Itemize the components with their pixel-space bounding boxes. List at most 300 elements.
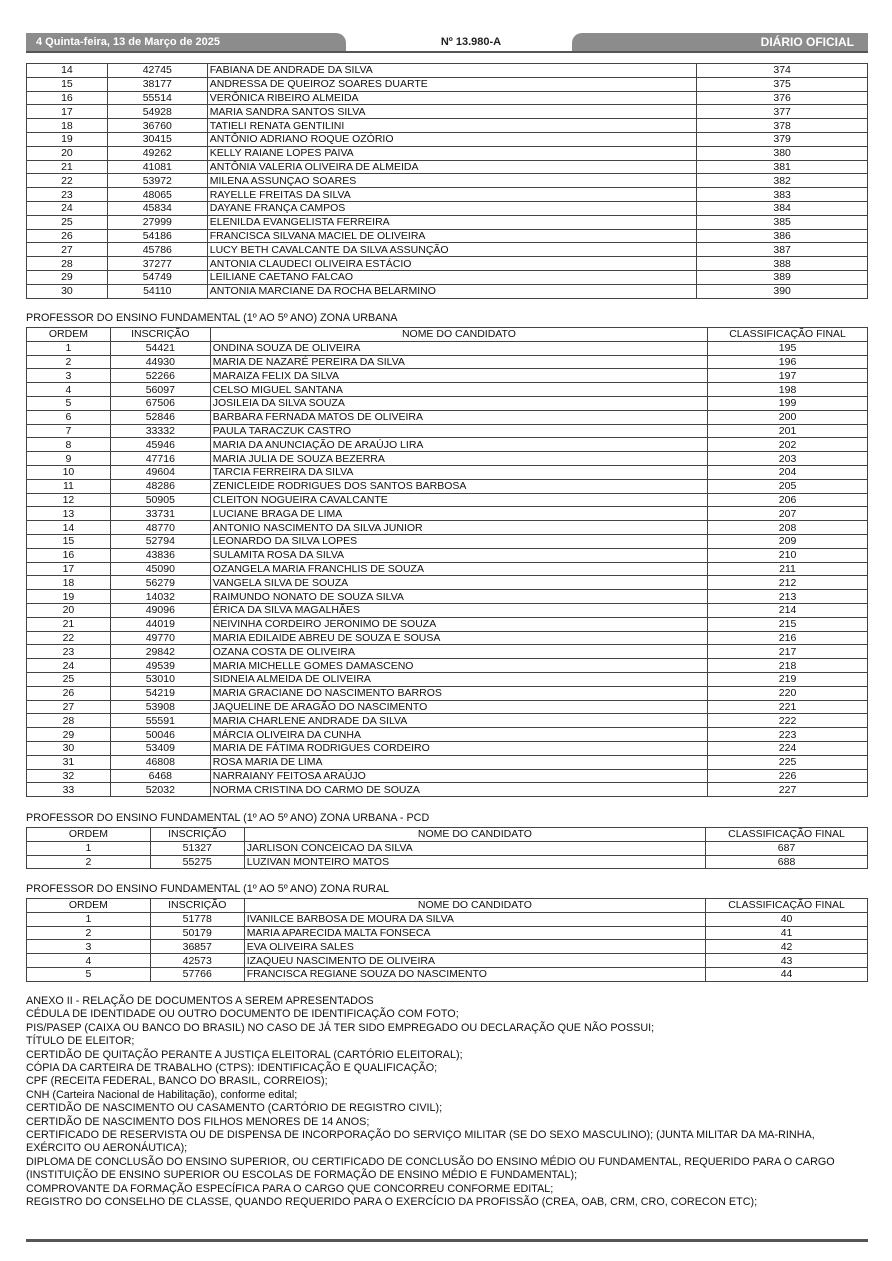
table-row bbox=[27, 700, 868, 714]
annex-item: CNH (Carteira Nacional de Habilitação), conforme edital; bbox=[26, 1088, 298, 1101]
cell-nome: JAQUELINE DE ARAGÃO DO NASCIMENTO bbox=[210, 700, 707, 714]
table-row bbox=[27, 507, 868, 521]
urban-zone-section bbox=[26, 312, 868, 797]
cell-inscricao: 55514 bbox=[107, 91, 207, 105]
cell-nome: ANTONIO NASCIMENTO DA SILVA JUNIOR bbox=[210, 521, 707, 535]
cell-inscricao: 48065 bbox=[107, 188, 207, 202]
cell-classificacao: 216 bbox=[708, 631, 868, 645]
cell-inscricao: 41081 bbox=[107, 160, 207, 174]
cell-inscricao: 49539 bbox=[110, 659, 210, 673]
table-row bbox=[27, 521, 868, 535]
cell-inscricao: 47716 bbox=[110, 452, 210, 466]
table-row bbox=[27, 728, 868, 742]
cell-nome: LEONARDO DA SILVA LOPES bbox=[210, 534, 707, 548]
cell-classificacao: 388 bbox=[697, 257, 868, 271]
cell-nome: LUCIANE BRAGA DE LIMA bbox=[210, 507, 707, 521]
cell-ordem: 21 bbox=[27, 617, 111, 631]
cell-nome: RAYELLE FREITAS DA SILVA bbox=[207, 188, 697, 202]
table-row bbox=[27, 755, 868, 769]
table-row bbox=[27, 355, 868, 369]
cell-inscricao: 44930 bbox=[110, 355, 210, 369]
cell-nome: MÁRCIA OLIVEIRA DA CUNHA bbox=[210, 728, 707, 742]
cell-inscricao: 45090 bbox=[110, 562, 210, 576]
cell-inscricao: 14032 bbox=[110, 590, 210, 604]
table-row bbox=[27, 396, 868, 410]
cell-nome: NORMA CRISTINA DO CARMO DE SOUZA bbox=[210, 783, 707, 797]
cell-nome: MARAIZA FELIX DA SILVA bbox=[210, 369, 707, 383]
cell-inscricao: 45786 bbox=[107, 243, 207, 257]
cell-classificacao: 222 bbox=[708, 714, 868, 728]
table-row bbox=[27, 590, 868, 604]
table-row bbox=[27, 479, 868, 493]
header-nome: NOME DO CANDIDATO bbox=[244, 828, 705, 842]
cell-inscricao: 53409 bbox=[110, 741, 210, 755]
cell-inscricao: 54749 bbox=[107, 270, 207, 284]
cell-nome: FRANCISCA REGIANE SOUZA DO NASCIMENTO bbox=[244, 967, 705, 981]
cell-nome: CLEITON NOGUEIRA CAVALCANTE bbox=[210, 493, 707, 507]
cell-nome: MILENA ASSUNÇAO SOARES bbox=[207, 174, 697, 188]
cell-classificacao: 42 bbox=[706, 940, 868, 954]
cell-classificacao: 227 bbox=[708, 783, 868, 797]
table-row bbox=[27, 257, 868, 271]
cell-inscricao: 54186 bbox=[107, 229, 207, 243]
cell-ordem: 29 bbox=[27, 728, 111, 742]
cell-ordem: 2 bbox=[27, 355, 111, 369]
annex-item: CERTIDÃO DE NASCIMENTO DOS FILHOS MENORES DE 14 ANOS; bbox=[26, 1115, 370, 1128]
table-row bbox=[27, 548, 868, 562]
cell-nome: TATIELI RENATA GENTILINI bbox=[207, 119, 697, 133]
cell-ordem: 8 bbox=[27, 438, 111, 452]
cell-nome: IVANILCE BARBOSA DE MOURA DA SILVA bbox=[244, 912, 705, 926]
cell-nome: ANTONIA CLAUDECI OLIVEIRA ESTÁCIO bbox=[207, 257, 697, 271]
cell-ordem: 22 bbox=[27, 631, 111, 645]
cell-classificacao: 220 bbox=[708, 686, 868, 700]
annex-item: CPF (RECEITA FEDERAL, BANCO DO BRASIL, CORREIOS); bbox=[26, 1075, 328, 1088]
cell-nome: KELLY RAIANE LOPES PAIVA bbox=[207, 146, 697, 160]
cell-ordem: 18 bbox=[27, 119, 108, 133]
table-row bbox=[27, 452, 868, 466]
cell-inscricao: 42745 bbox=[107, 64, 207, 78]
cell-classificacao: 44 bbox=[706, 967, 868, 981]
cell-ordem: 30 bbox=[27, 284, 108, 298]
cell-classificacao: 215 bbox=[708, 617, 868, 631]
cell-inscricao: 49096 bbox=[110, 603, 210, 617]
cell-inscricao: 49604 bbox=[110, 465, 210, 479]
cell-classificacao: 200 bbox=[708, 410, 868, 424]
cell-inscricao: 37277 bbox=[107, 257, 207, 271]
table-header-row bbox=[27, 899, 868, 913]
cell-classificacao: 387 bbox=[697, 243, 868, 257]
cell-classificacao: 205 bbox=[708, 479, 868, 493]
cell-ordem: 4 bbox=[27, 954, 151, 968]
cell-inscricao: 49770 bbox=[110, 631, 210, 645]
cell-classificacao: 204 bbox=[708, 465, 868, 479]
cell-classificacao: 212 bbox=[708, 576, 868, 590]
cell-ordem: 20 bbox=[27, 146, 108, 160]
cell-ordem: 28 bbox=[27, 714, 111, 728]
cell-nome: MARIA DE FÁTIMA RODRIGUES CORDEIRO bbox=[210, 741, 707, 755]
cell-ordem: 19 bbox=[27, 132, 108, 146]
cell-nome: LUCY BETH CAVALCANTE DA SILVA ASSUNÇÃO bbox=[207, 243, 697, 257]
header-edition-number: Nº 13.980-A bbox=[440, 36, 502, 48]
table-row bbox=[27, 493, 868, 507]
table-row bbox=[27, 576, 868, 590]
cell-ordem: 15 bbox=[27, 534, 111, 548]
cell-nome: EVA OLIVEIRA SALES bbox=[244, 940, 705, 954]
annex-item: COMPROVANTE DA FORMAÇÃO ESPECÍFICA PARA O CARGO QUE CONCORREU CONFORME EDITAL; bbox=[26, 1182, 554, 1195]
cell-nome: BARBARA FERNADA MATOS DE OLIVEIRA bbox=[210, 410, 707, 424]
cell-classificacao: 211 bbox=[708, 562, 868, 576]
table-row bbox=[27, 617, 868, 631]
table-row bbox=[27, 105, 868, 119]
urban-pcd-table bbox=[26, 827, 868, 869]
cell-classificacao: 224 bbox=[708, 741, 868, 755]
cell-ordem: 2 bbox=[27, 926, 151, 940]
cell-nome: DAYANE FRANÇA CAMPOS bbox=[207, 201, 697, 215]
cell-classificacao: 199 bbox=[708, 396, 868, 410]
table-row bbox=[27, 410, 868, 424]
cell-classificacao: 385 bbox=[697, 215, 868, 229]
cell-classificacao: 375 bbox=[697, 77, 868, 91]
cell-classificacao: 209 bbox=[708, 534, 868, 548]
cell-inscricao: 45946 bbox=[110, 438, 210, 452]
cell-classificacao: 384 bbox=[697, 201, 868, 215]
cell-nome: ANTONIA MARCIANE DA ROCHA BELARMINO bbox=[207, 284, 697, 298]
cell-nome: ONDINA SOUZA DE OLIVEIRA bbox=[210, 341, 707, 355]
cell-nome: ZENICLEIDE RODRIGUES DOS SANTOS BARBOSA bbox=[210, 479, 707, 493]
continued-results-table-section bbox=[26, 63, 868, 299]
cell-inscricao: 50179 bbox=[150, 926, 244, 940]
cell-ordem: 19 bbox=[27, 590, 111, 604]
annex-item: REGISTRO DO CONSELHO DE CLASSE, QUANDO REQUERIDO PARA O EXERCÍCIO DA PROFISSÃO (CREA, OAB, CRM, CRO, CORECON ETC); bbox=[26, 1196, 758, 1209]
cell-nome: ANDRESSA DE QUEIROZ SOARES DUARTE bbox=[207, 77, 697, 91]
cell-inscricao: 33332 bbox=[110, 424, 210, 438]
cell-inscricao: 54421 bbox=[110, 341, 210, 355]
cell-ordem: 24 bbox=[27, 659, 111, 673]
header-classificacao: CLASSIFICAÇÃO FINAL bbox=[706, 899, 868, 913]
urban-zone-table bbox=[26, 327, 868, 797]
cell-ordem: 28 bbox=[27, 257, 108, 271]
cell-nome: JOSILEIA DA SILVA SOUZA bbox=[210, 396, 707, 410]
cell-classificacao: 374 bbox=[697, 64, 868, 78]
cell-classificacao: 687 bbox=[706, 841, 868, 855]
cell-inscricao: 27999 bbox=[107, 215, 207, 229]
cell-ordem: 11 bbox=[27, 479, 111, 493]
cell-inscricao: 6468 bbox=[110, 769, 210, 783]
rural-zone-section bbox=[26, 883, 868, 982]
cell-inscricao: 46808 bbox=[110, 755, 210, 769]
cell-nome: OZANA COSTA DE OLIVEIRA bbox=[210, 645, 707, 659]
cell-classificacao: 226 bbox=[708, 769, 868, 783]
cell-inscricao: 54219 bbox=[110, 686, 210, 700]
cell-classificacao: 207 bbox=[708, 507, 868, 521]
cell-ordem: 6 bbox=[27, 410, 111, 424]
cell-ordem: 1 bbox=[27, 912, 151, 926]
table-row bbox=[27, 132, 868, 146]
header-inscricao: INSCRIÇÃO bbox=[150, 828, 244, 842]
cell-inscricao: 48286 bbox=[110, 479, 210, 493]
cell-inscricao: 52266 bbox=[110, 369, 210, 383]
cell-classificacao: 383 bbox=[697, 188, 868, 202]
page-header bbox=[26, 33, 868, 51]
table-row bbox=[27, 270, 868, 284]
cell-classificacao: 390 bbox=[697, 284, 868, 298]
cell-nome: MARIA SANDRA SANTOS SILVA bbox=[207, 105, 697, 119]
cell-nome: MARIA GRACIANE DO NASCIMENTO BARROS bbox=[210, 686, 707, 700]
header-divider bbox=[26, 51, 868, 53]
table-row bbox=[27, 769, 868, 783]
cell-ordem: 23 bbox=[27, 645, 111, 659]
table-row bbox=[27, 926, 868, 940]
annex-item: CERTIDÃO DE QUITAÇÃO PERANTE A JUSTIÇA ELEITORAL (CARTÓRIO ELEITORAL); bbox=[26, 1048, 463, 1061]
header-publication-name: DIÁRIO OFICIAL bbox=[572, 33, 868, 51]
cell-ordem: 3 bbox=[27, 940, 151, 954]
cell-nome: MARIA DA ANUNCIAÇÃO DE ARAÚJO LIRA bbox=[210, 438, 707, 452]
rural-zone-table bbox=[26, 898, 868, 982]
cell-classificacao: 386 bbox=[697, 229, 868, 243]
cell-classificacao: 214 bbox=[708, 603, 868, 617]
cell-nome: JARLISON CONCEICAO DA SILVA bbox=[244, 841, 705, 855]
table-row bbox=[27, 160, 868, 174]
cell-inscricao: 56097 bbox=[110, 383, 210, 397]
header-inscricao: INSCRIÇÃO bbox=[150, 899, 244, 913]
cell-nome: RAIMUNDO NONATO DE SOUZA SILVA bbox=[210, 590, 707, 604]
table-row bbox=[27, 201, 868, 215]
section-title: PROFESSOR DO ENSINO FUNDAMENTAL (1º AO 5º ANO) ZONA URBANA bbox=[26, 312, 398, 324]
cell-inscricao: 44019 bbox=[110, 617, 210, 631]
cell-inscricao: 53908 bbox=[110, 700, 210, 714]
cell-nome: MARIA MICHELLE GOMES DAMASCENO bbox=[210, 659, 707, 673]
cell-nome: TARCIA FERREIRA DA SILVA bbox=[210, 465, 707, 479]
annex-item: CÓPIA DA CARTEIRA DE TRABALHO (CTPS): IDENTIFICAÇÃO E QUALIFICAÇÃO; bbox=[26, 1062, 438, 1075]
cell-classificacao: 389 bbox=[697, 270, 868, 284]
table-row bbox=[27, 64, 868, 78]
table-row bbox=[27, 369, 868, 383]
cell-classificacao: 378 bbox=[697, 119, 868, 133]
cell-classificacao: 41 bbox=[706, 926, 868, 940]
table-row bbox=[27, 631, 868, 645]
cell-inscricao: 52846 bbox=[110, 410, 210, 424]
header-inscricao: INSCRIÇÃO bbox=[110, 328, 210, 342]
cell-ordem: 26 bbox=[27, 229, 108, 243]
table-row bbox=[27, 534, 868, 548]
table-row bbox=[27, 284, 868, 298]
cell-nome: MARIA APARECIDA MALTA FONSECA bbox=[244, 926, 705, 940]
cell-classificacao: 213 bbox=[708, 590, 868, 604]
cell-ordem: 15 bbox=[27, 77, 108, 91]
cell-classificacao: 40 bbox=[706, 912, 868, 926]
cell-ordem: 9 bbox=[27, 452, 111, 466]
cell-inscricao: 54928 bbox=[107, 105, 207, 119]
cell-classificacao: 198 bbox=[708, 383, 868, 397]
cell-inscricao: 29842 bbox=[110, 645, 210, 659]
header-ordem: ORDEM bbox=[27, 328, 111, 342]
cell-ordem: 22 bbox=[27, 174, 108, 188]
table-row bbox=[27, 912, 868, 926]
cell-classificacao: 43 bbox=[706, 954, 868, 968]
cell-ordem: 14 bbox=[27, 521, 111, 535]
header-nome: NOME DO CANDIDATO bbox=[210, 328, 707, 342]
table-row bbox=[27, 424, 868, 438]
cell-classificacao: 221 bbox=[708, 700, 868, 714]
cell-classificacao: 225 bbox=[708, 755, 868, 769]
table-row bbox=[27, 954, 868, 968]
cell-ordem: 4 bbox=[27, 383, 111, 397]
cell-ordem: 29 bbox=[27, 270, 108, 284]
cell-nome: MARIA JULIA DE SOUZA BEZERRA bbox=[210, 452, 707, 466]
cell-classificacao: 218 bbox=[708, 659, 868, 673]
annex-item: CERTIFICADO DE RESERVISTA OU DE DISPENSA DE INCORPORAÇÃO DO SERVIÇO MILITAR (SE DO SEXO MASCULINO); (JUNTA MILITAR DA MA-RINHA, EXÉRCITO OU AERONÁUTICA); bbox=[26, 1129, 815, 1155]
cell-inscricao: 50905 bbox=[110, 493, 210, 507]
cell-inscricao: 43836 bbox=[110, 548, 210, 562]
cell-inscricao: 54110 bbox=[107, 284, 207, 298]
cell-inscricao: 49262 bbox=[107, 146, 207, 160]
cell-classificacao: 223 bbox=[708, 728, 868, 742]
cell-ordem: 23 bbox=[27, 188, 108, 202]
cell-inscricao: 36760 bbox=[107, 119, 207, 133]
cell-ordem: 10 bbox=[27, 465, 111, 479]
cell-ordem: 14 bbox=[27, 64, 108, 78]
cell-classificacao: 688 bbox=[706, 855, 868, 869]
table-row bbox=[27, 686, 868, 700]
cell-inscricao: 45834 bbox=[107, 201, 207, 215]
cell-ordem: 27 bbox=[27, 700, 111, 714]
cell-nome: IZAQUEU NASCIMENTO DE OLIVEIRA bbox=[244, 954, 705, 968]
cell-ordem: 31 bbox=[27, 755, 111, 769]
table-row bbox=[27, 940, 868, 954]
cell-classificacao: 201 bbox=[708, 424, 868, 438]
table-row bbox=[27, 91, 868, 105]
section-title: PROFESSOR DO ENSINO FUNDAMENTAL (1º AO 5º ANO) ZONA RURAL bbox=[26, 883, 390, 895]
cell-nome: MARIA CHARLENE ANDRADE DA SILVA bbox=[210, 714, 707, 728]
annex-item: PIS/PASEP (CAIXA OU BANCO DO BRASIL) NO CASO DE JÁ TER SIDO EMPREGADO OU DECLARAÇÃO QUE NÃO POSSUI; bbox=[26, 1021, 655, 1034]
cell-ordem: 25 bbox=[27, 215, 108, 229]
cell-nome: OZANGELA MARIA FRANCHLIS DE SOUZA bbox=[210, 562, 707, 576]
cell-nome: ANTÔNIO ADRIANO ROQUE OZÓRIO bbox=[207, 132, 697, 146]
cell-inscricao: 33731 bbox=[110, 507, 210, 521]
cell-ordem: 17 bbox=[27, 562, 111, 576]
cell-ordem: 25 bbox=[27, 672, 111, 686]
cell-classificacao: 377 bbox=[697, 105, 868, 119]
table-row bbox=[27, 855, 868, 869]
cell-inscricao: 55591 bbox=[110, 714, 210, 728]
cell-classificacao: 195 bbox=[708, 341, 868, 355]
annex-item: CÉDULA DE IDENTIDADE OU OUTRO DOCUMENTO DE IDENTIFICAÇÃO COM FOTO; bbox=[26, 1008, 459, 1021]
table-row bbox=[27, 341, 868, 355]
cell-ordem: 5 bbox=[27, 396, 111, 410]
cell-ordem: 32 bbox=[27, 769, 111, 783]
annex-title: ANEXO II - RELAÇÃO DE DOCUMENTOS A SEREM APRESENTADOS bbox=[26, 995, 374, 1007]
cell-nome: PAULA TARACZUK CASTRO bbox=[210, 424, 707, 438]
header-ordem: ORDEM bbox=[27, 828, 151, 842]
cell-nome: MARIA DE NAZARÉ PEREIRA DA SILVA bbox=[210, 355, 707, 369]
header-date: 4 Quinta-feira, 13 de Março de 2025 bbox=[26, 33, 346, 51]
cell-classificacao: 202 bbox=[708, 438, 868, 452]
header-classificacao: CLASSIFICAÇÃO FINAL bbox=[706, 828, 868, 842]
cell-inscricao: 53972 bbox=[107, 174, 207, 188]
cell-nome: FABIANA DE ANDRADE DA SILVA bbox=[207, 64, 697, 78]
table-row bbox=[27, 783, 868, 797]
cell-ordem: 17 bbox=[27, 105, 108, 119]
cell-inscricao: 48770 bbox=[110, 521, 210, 535]
cell-ordem: 20 bbox=[27, 603, 111, 617]
cell-nome: FRANCISCA SILVANA MACIEL DE OLIVEIRA bbox=[207, 229, 697, 243]
cell-classificacao: 206 bbox=[708, 493, 868, 507]
cell-classificacao: 203 bbox=[708, 452, 868, 466]
cell-nome: ELENILDA EVANGELISTA FERREIRA bbox=[207, 215, 697, 229]
cell-inscricao: 67506 bbox=[110, 396, 210, 410]
table-row bbox=[27, 188, 868, 202]
cell-ordem: 18 bbox=[27, 576, 111, 590]
cell-nome: VERÔNICA RIBEIRO ALMEIDA bbox=[207, 91, 697, 105]
table-row bbox=[27, 243, 868, 257]
cell-inscricao: 51778 bbox=[150, 912, 244, 926]
cell-ordem: 13 bbox=[27, 507, 111, 521]
cell-inscricao: 36857 bbox=[150, 940, 244, 954]
cell-inscricao: 52794 bbox=[110, 534, 210, 548]
annex-documents-list bbox=[26, 995, 868, 1210]
cell-classificacao: 380 bbox=[697, 146, 868, 160]
cell-nome: ÉRICA DA SILVA MAGALHÃES bbox=[210, 603, 707, 617]
cell-ordem: 30 bbox=[27, 741, 111, 755]
cell-ordem: 5 bbox=[27, 967, 151, 981]
cell-ordem: 27 bbox=[27, 243, 108, 257]
cell-nome: LEILIANE CAETANO FALCAO bbox=[207, 270, 697, 284]
cell-nome: ROSA MARIA DE LIMA bbox=[210, 755, 707, 769]
section-title: PROFESSOR DO ENSINO FUNDAMENTAL (1º AO 5º ANO) ZONA URBANA - PCD bbox=[26, 812, 430, 824]
cell-ordem: 26 bbox=[27, 686, 111, 700]
cell-ordem: 1 bbox=[27, 341, 111, 355]
cell-classificacao: 382 bbox=[697, 174, 868, 188]
table-header-row bbox=[27, 328, 868, 342]
cell-classificacao: 210 bbox=[708, 548, 868, 562]
cell-classificacao: 219 bbox=[708, 672, 868, 686]
footer-divider bbox=[26, 1239, 868, 1242]
table-row bbox=[27, 77, 868, 91]
cell-ordem: 2 bbox=[27, 855, 151, 869]
cell-nome: ANTÔNIA VALERIA OLIVEIRA DE ALMEIDA bbox=[207, 160, 697, 174]
annex-item: TÍTULO DE ELEITOR; bbox=[26, 1035, 135, 1048]
table-row bbox=[27, 672, 868, 686]
header-classificacao: CLASSIFICAÇÃO FINAL bbox=[708, 328, 868, 342]
cell-inscricao: 56279 bbox=[110, 576, 210, 590]
table-row bbox=[27, 438, 868, 452]
table-row bbox=[27, 229, 868, 243]
cell-classificacao: 208 bbox=[708, 521, 868, 535]
cell-inscricao: 50046 bbox=[110, 728, 210, 742]
cell-inscricao: 57766 bbox=[150, 967, 244, 981]
cell-nome: MARIA EDILAIDE ABREU DE SOUZA E SOUSA bbox=[210, 631, 707, 645]
cell-nome: CELSO MIGUEL SANTANA bbox=[210, 383, 707, 397]
cell-classificacao: 381 bbox=[697, 160, 868, 174]
table-row bbox=[27, 146, 868, 160]
cell-ordem: 12 bbox=[27, 493, 111, 507]
cell-inscricao: 53010 bbox=[110, 672, 210, 686]
cell-ordem: 16 bbox=[27, 548, 111, 562]
cell-ordem: 3 bbox=[27, 369, 111, 383]
cell-nome: SIDNEIA ALMEIDA DE OLIVEIRA bbox=[210, 672, 707, 686]
table-row bbox=[27, 215, 868, 229]
cell-ordem: 24 bbox=[27, 201, 108, 215]
table-row bbox=[27, 967, 868, 981]
annex-item: CERTIDÃO DE NASCIMENTO OU CASAMENTO (CARTÓRIO DE REGISTRO CIVIL); bbox=[26, 1102, 443, 1115]
table-row bbox=[27, 841, 868, 855]
urban-pcd-section bbox=[26, 812, 868, 869]
cell-inscricao: 51327 bbox=[150, 841, 244, 855]
table-row bbox=[27, 659, 868, 673]
annex-item: DIPLOMA DE CONCLUSÃO DO ENSINO SUPERIOR, OU CERTIFICADO DE CONCLUSÃO DO ENSINO MÉDIO OU FUNDAMENTAL, REQUERIDO PARA O CARGO (INSTITUIÇÃO DE ENSINO SUPERIOR OU ESCOLAS DE FORMAÇÃO DE ENSINO MÉDIO E FUNDAMENTAL); bbox=[26, 1155, 835, 1182]
cell-nome: NEIVINHA CORDEIRO JERONIMO DE SOUZA bbox=[210, 617, 707, 631]
